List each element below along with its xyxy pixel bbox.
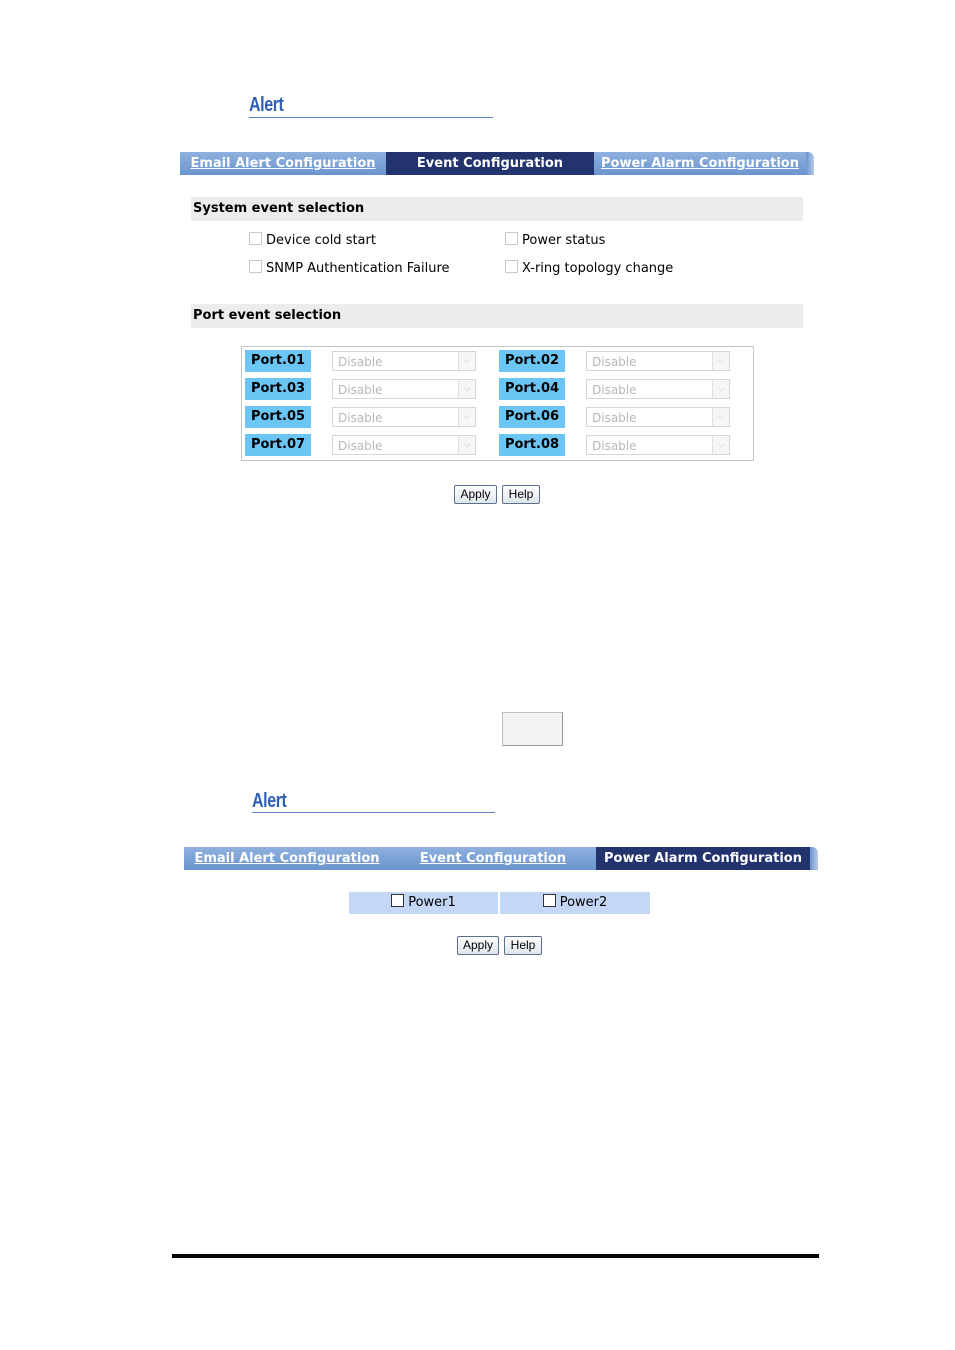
- tab-event-configuration[interactable]: Event Configuration: [386, 152, 594, 175]
- tab-power-alarm-configuration[interactable]: Power Alarm Configuration: [594, 152, 806, 175]
- power-label: Power1: [408, 895, 456, 910]
- port-select-02[interactable]: Disable ⌵: [586, 351, 730, 371]
- checkbox-icon[interactable]: [543, 894, 556, 907]
- port-label-02: Port.02: [499, 350, 565, 372]
- system-event-header: System event selection: [191, 197, 803, 221]
- alert-title-2: Alert: [252, 790, 287, 812]
- event-snmp-auth-failure[interactable]: [249, 260, 450, 276]
- port-select-03[interactable]: Disable ⌵: [332, 379, 476, 399]
- event-label: Power status: [522, 233, 606, 248]
- port-label-05: Port.05: [245, 406, 311, 428]
- help-button-1[interactable]: Help: [502, 485, 540, 504]
- checkbox-icon[interactable]: [505, 260, 518, 273]
- help-button-2[interactable]: Help: [504, 936, 542, 955]
- port-label-06: Port.06: [499, 406, 565, 428]
- event-label: SNMP Authentication Failure: [266, 261, 450, 276]
- checkbox-icon[interactable]: [391, 894, 404, 907]
- chevron-down-icon: ⌵: [712, 380, 729, 398]
- chevron-down-icon: ⌵: [712, 408, 729, 426]
- alert-title-1: Alert: [249, 94, 284, 116]
- alert-title-rule-2: [252, 812, 495, 813]
- power1-cell[interactable]: [349, 892, 498, 914]
- tab-event-configuration[interactable]: Event Configuration: [390, 847, 596, 870]
- event-label: Device cold start: [266, 233, 376, 248]
- port-label-08: Port.08: [499, 434, 565, 456]
- port-event-header: Port event selection: [191, 304, 803, 328]
- tab-power-alarm-configuration[interactable]: Power Alarm Configuration: [596, 847, 810, 870]
- chevron-down-icon: ⌵: [458, 380, 475, 398]
- port-label-04: Port.04: [499, 378, 565, 400]
- port-select-06[interactable]: Disable ⌵: [586, 407, 730, 427]
- power2-cell[interactable]: [500, 892, 650, 914]
- tab-bar-end: [806, 152, 814, 175]
- chevron-down-icon: ⌵: [458, 436, 475, 454]
- chevron-down-icon: ⌵: [458, 408, 475, 426]
- apply-button-1[interactable]: Apply: [454, 485, 497, 504]
- footer-rule: [172, 1254, 819, 1258]
- port-select-08[interactable]: Disable ⌵: [586, 435, 730, 455]
- checkbox-icon[interactable]: [505, 232, 518, 245]
- port-select-01[interactable]: Disable ⌵: [332, 351, 476, 371]
- port-label-07: Port.07: [245, 434, 311, 456]
- power-label: Power2: [559, 895, 608, 910]
- port-select-07[interactable]: Disable ⌵: [332, 435, 476, 455]
- port-select-05[interactable]: Disable ⌵: [332, 407, 476, 427]
- chevron-down-icon: ⌵: [712, 436, 729, 454]
- checkbox-icon[interactable]: [249, 232, 262, 245]
- alert-title-rule-1: [249, 117, 493, 118]
- tab-bar-1: [180, 152, 812, 175]
- event-label: X-ring topology change: [522, 261, 674, 276]
- tab-bar-end: [810, 847, 818, 870]
- event-device-cold-start[interactable]: [249, 232, 376, 248]
- port-select-04[interactable]: Disable ⌵: [586, 379, 730, 399]
- event-x-ring-topology-change[interactable]: [505, 260, 673, 276]
- chevron-down-icon: ⌵: [712, 352, 729, 370]
- chevron-down-icon: ⌵: [458, 352, 475, 370]
- tab-email-alert-configuration[interactable]: Email Alert Configuration: [184, 847, 390, 870]
- port-label-03: Port.03: [245, 378, 311, 400]
- checkbox-icon[interactable]: [249, 260, 262, 273]
- event-power-status[interactable]: [505, 232, 605, 248]
- blank-box: [502, 712, 563, 746]
- tab-email-alert-configuration[interactable]: Email Alert Configuration: [180, 152, 386, 175]
- apply-button-2[interactable]: Apply: [457, 936, 499, 955]
- tab-bar-2: [184, 847, 816, 870]
- port-label-01: Port.01: [245, 350, 311, 372]
